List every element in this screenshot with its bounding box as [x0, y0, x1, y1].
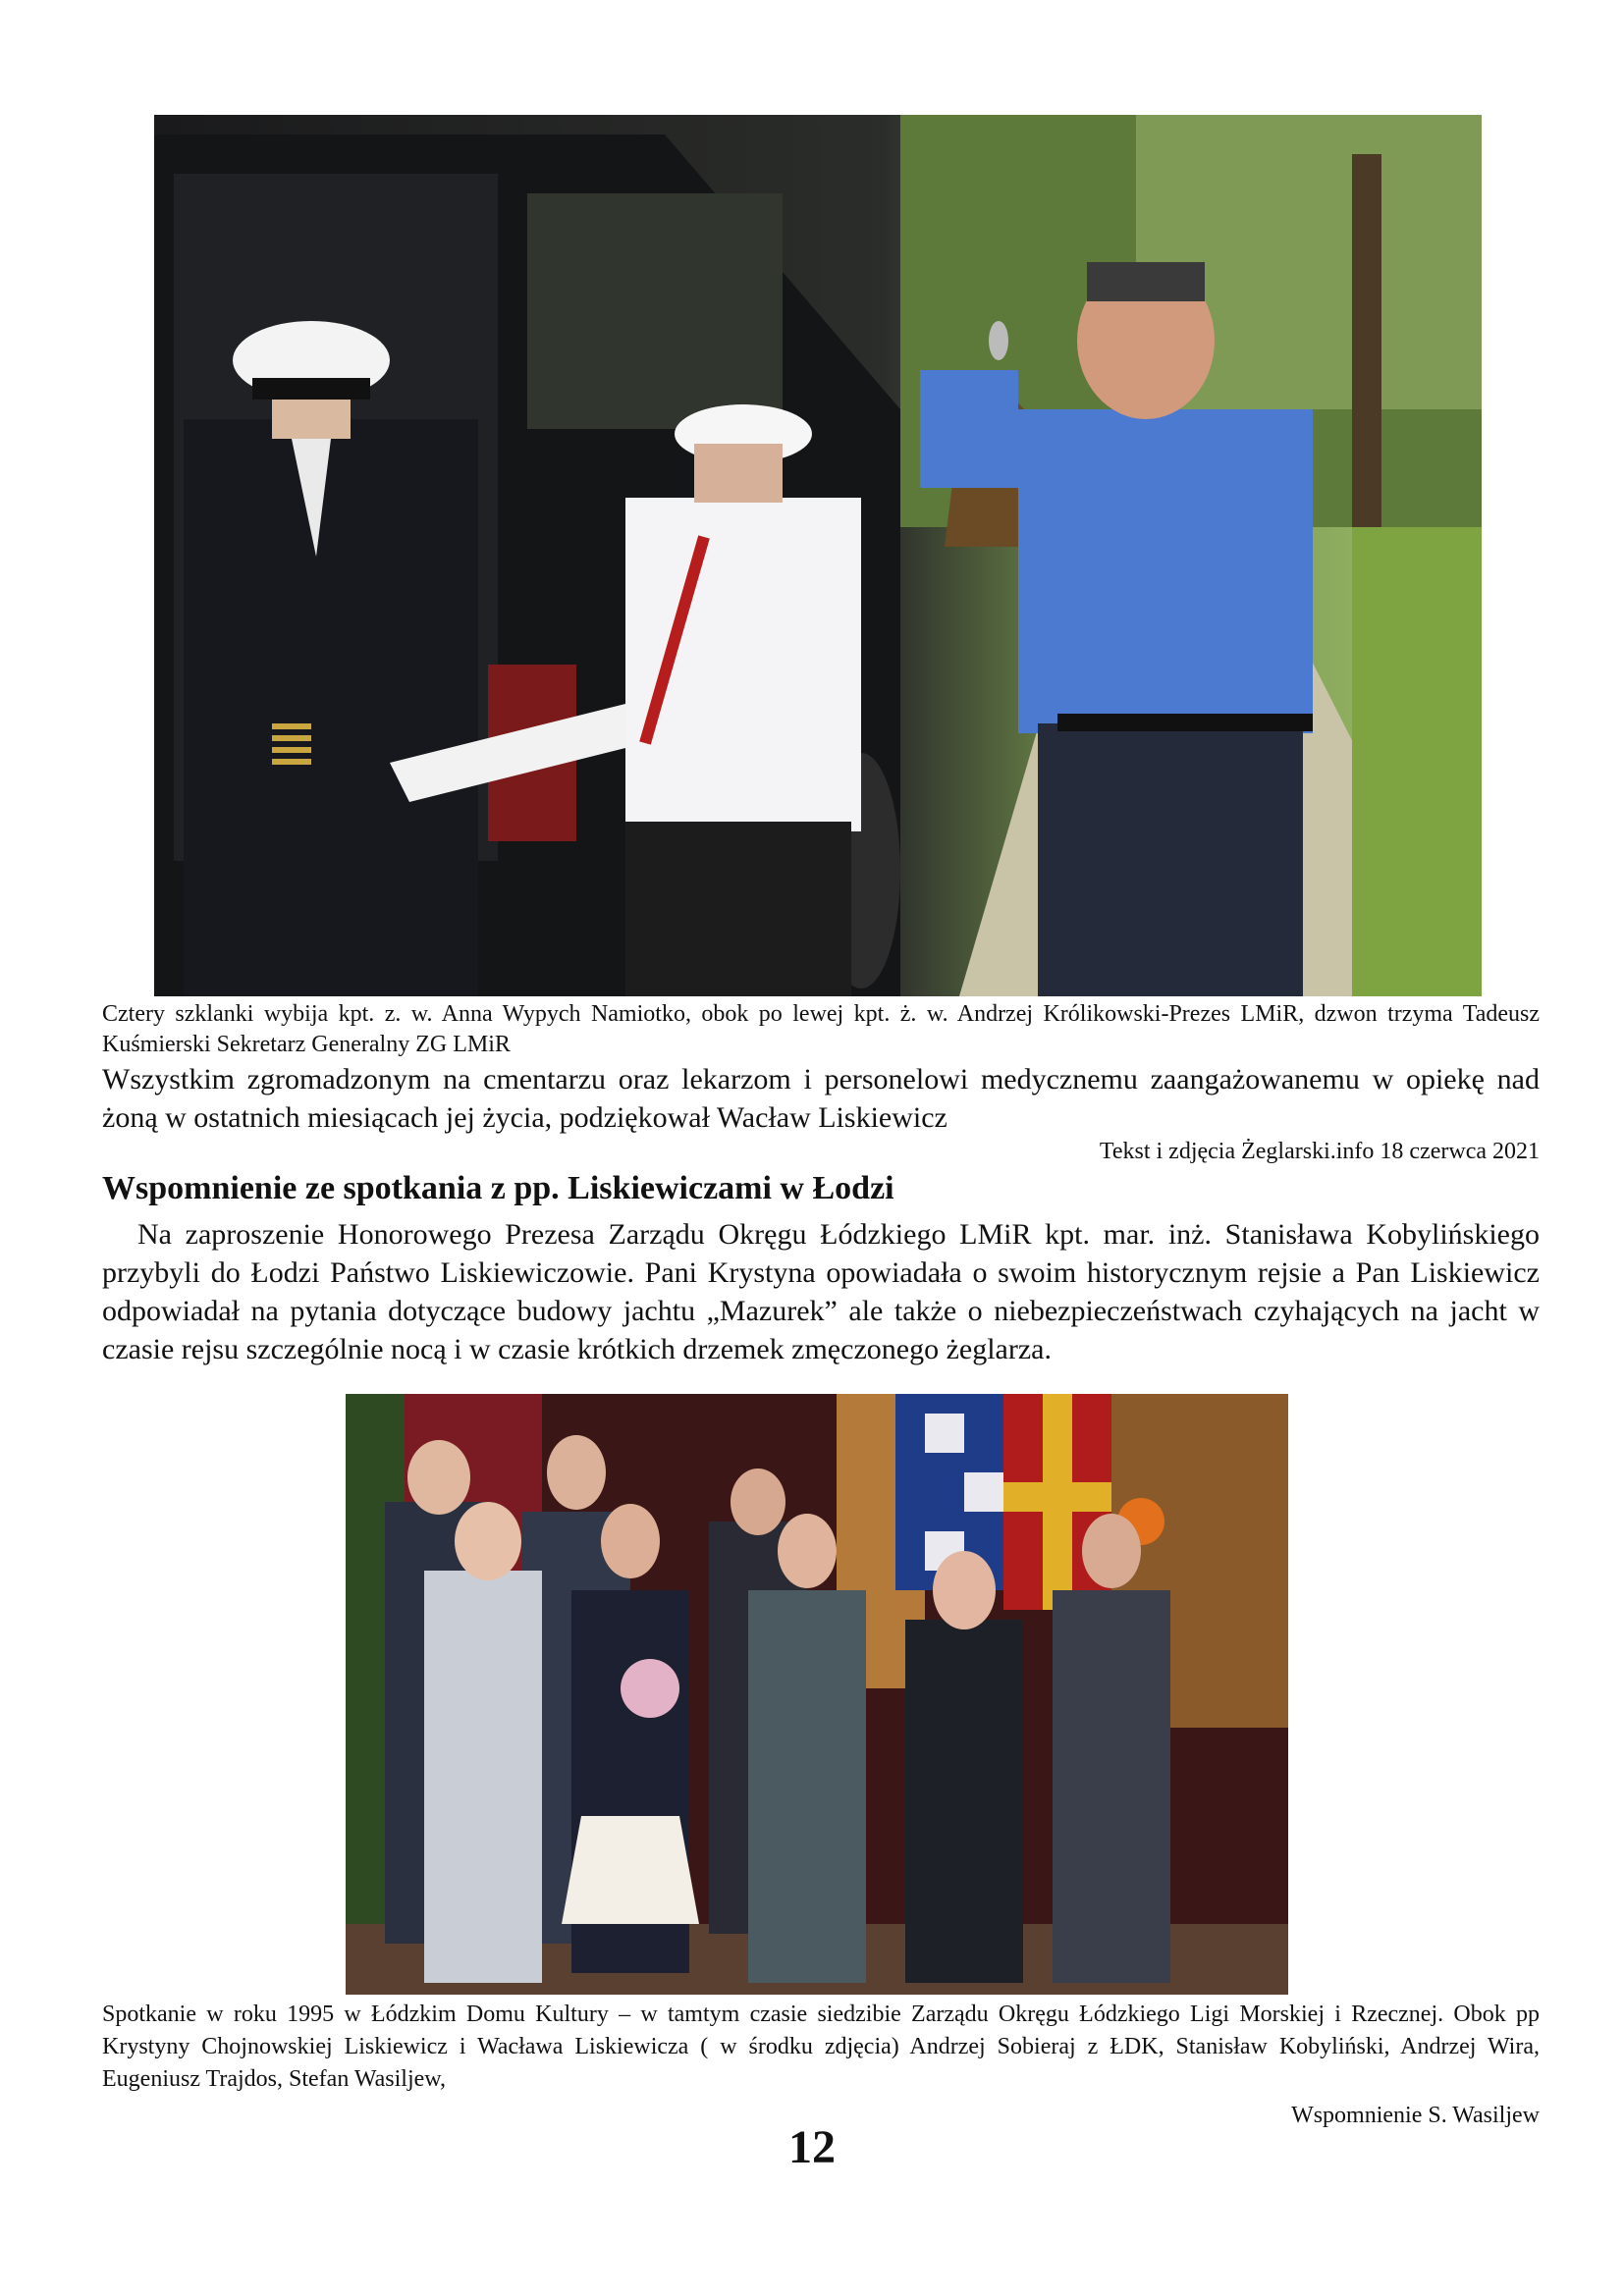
- paragraph-meeting: Na zaproszenie Honorowego Prezesa Zarządu Okręgu Łódzkiego LMiR kpt. mar. inż. Stanisława Kobylińskiego przybyli do Łodzi Państwo Liskiewiczowie. Pani Krystyna opowiadała o swoim historycznym rejsie a Pan Liskiewicz odpowiadał na pytania dotyczące budowy jachtu „Mazurek” ale także o niebezpieczeństwach czyhających na jacht w czasie rejsu szczególnie nocą i w czasie krótkich drzemek zmęczonego żeglarza.: [102, 1218, 1540, 1365]
- credit-zeglarski: Tekst i zdjęcia Żeglarski.info 18 czerwca 2021: [1099, 1139, 1540, 1164]
- paragraph-thanks: Wszystkim zgromadzonym na cmentarzu oraz lekarzom i personelowi medycznemu zaangażowanemu w opiekę nad żoną w ostatnich miesiącach jej życia, podziękował Wacław Liskiewicz: [102, 1063, 1540, 1134]
- photo1-caption: Cztery szklanki wybija kpt. z. w. Anna Wypych Namiotko, obok po lewej kpt. ż. w. Andrzej Królikowski-Prezes LMiR, dzwon trzyma Tadeusz Kuśmierski Sekretarz Generalny ZG LMiR: [102, 1001, 1540, 1057]
- photo2-caption: Spotkanie w roku 1995 w Łódzkim Domu Kultury – w tamtym czasie siedzibie Zarządu Okręgu Łódzkiego Ligi Morskiej i Rzecznej. Obok pp Krystyny Chojnowskiej Liskiewicz i Wacława Liskiewicza ( w środku zdjęcia) Andrzej Sobieraj z ŁDK, Stanisław Kobyliński, Andrzej Wira, Eugeniusz Trajdos, Stefan Wasiljew,: [102, 2002, 1540, 2092]
- section-title: Wspomnienie ze spotkania z pp. Liskiewiczami w Łodzi: [102, 1170, 894, 1206]
- credit-wasiljew: Wspomnienie S. Wasiljew: [1291, 2103, 1540, 2128]
- group-photo-1995: [346, 1394, 1288, 1995]
- page-number: 12: [788, 2121, 836, 2173]
- bell-ceremony-photo: [154, 115, 1482, 996]
